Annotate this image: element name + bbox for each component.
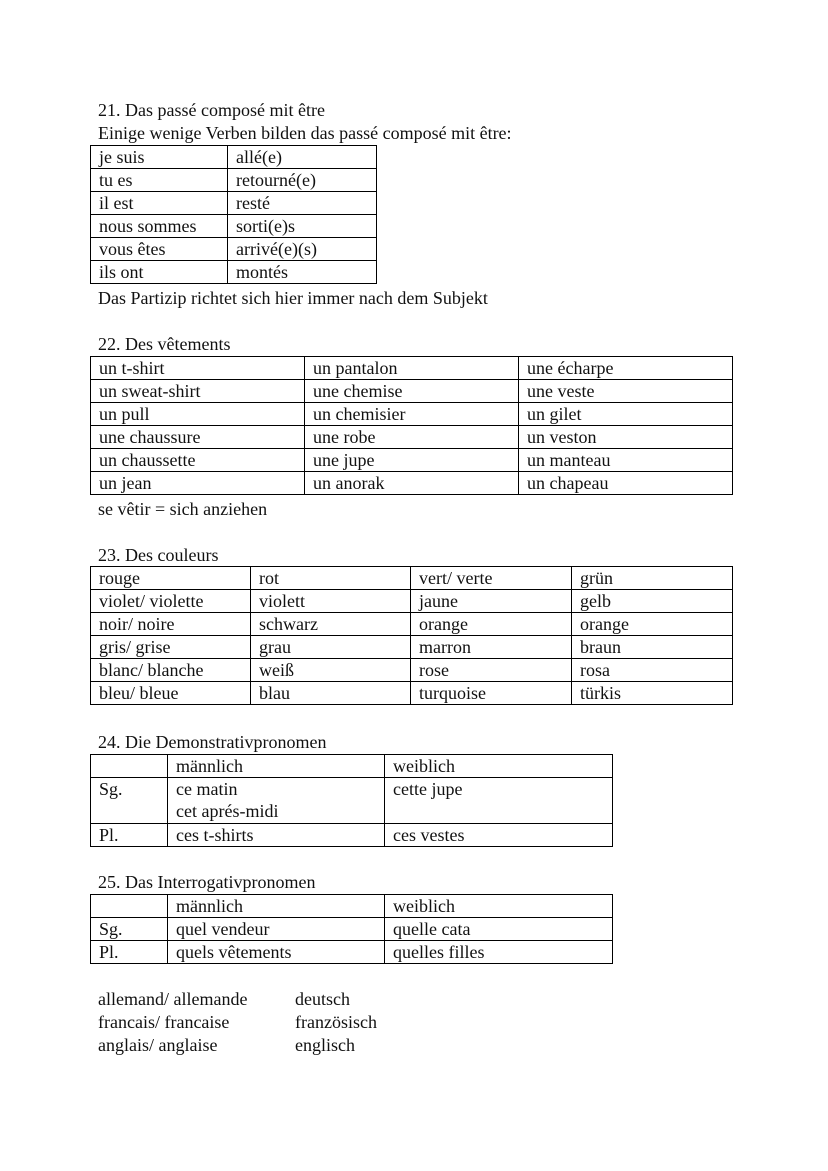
table-cell: retourné(e)	[228, 169, 377, 192]
table-row	[91, 941, 613, 964]
table-cell: vert/ verte	[411, 567, 572, 590]
table-cell: braun	[572, 636, 733, 659]
table-row	[91, 918, 613, 941]
section-22-note: se vêtir = sich anziehen	[98, 499, 268, 519]
section-24-heading: 24. Die Demonstrativpronomen	[98, 732, 327, 752]
table-row	[91, 357, 733, 380]
table-row	[91, 778, 613, 824]
table-row	[91, 590, 733, 613]
table-cell: weiblich	[385, 755, 613, 778]
language-german-form: französisch	[295, 1012, 377, 1032]
cell-line: ce matin	[176, 779, 238, 799]
section-25-heading: 25. Das Interrogativpronomen	[98, 872, 316, 892]
table-cell: türkis	[572, 682, 733, 705]
table-cell: turquoise	[411, 682, 572, 705]
table-row	[91, 146, 377, 169]
table-cell: un veston	[519, 426, 733, 449]
language-german-form: deutsch	[295, 989, 350, 1009]
table-cell: nous sommes	[91, 215, 228, 238]
section-21-heading: 21. Das passé composé mit être	[98, 100, 325, 120]
section-21-note: Das Partizip richtet sich hier immer nach dem Subjekt	[98, 288, 488, 308]
list-item	[98, 988, 377, 1011]
clothing-table	[90, 356, 733, 495]
demonstrative-table	[90, 754, 613, 847]
passe-compose-table	[90, 145, 377, 284]
table-row	[91, 895, 613, 918]
table-cell: gelb	[572, 590, 733, 613]
table-cell: une jupe	[305, 449, 519, 472]
language-french-form: francais/ francaise	[98, 1012, 230, 1032]
cell-line: cet aprés-midi	[176, 801, 279, 821]
table-cell: montés	[228, 261, 377, 284]
table-cell: un jean	[91, 472, 305, 495]
table-cell: bleu/ bleue	[91, 682, 251, 705]
table-cell: tu es	[91, 169, 228, 192]
table-row	[91, 215, 377, 238]
table-cell: rouge	[91, 567, 251, 590]
table-cell: grün	[572, 567, 733, 590]
table-cell: il est	[91, 192, 228, 215]
table-cell: allé(e)	[228, 146, 377, 169]
table-cell: une veste	[519, 380, 733, 403]
table-cell: weiblich	[385, 895, 613, 918]
table-cell: blanc/ blanche	[91, 659, 251, 682]
table-cell: je suis	[91, 146, 228, 169]
table-cell: un pantalon	[305, 357, 519, 380]
table-cell: marron	[411, 636, 572, 659]
table-cell: gris/ grise	[91, 636, 251, 659]
table-cell: schwarz	[251, 613, 411, 636]
table-cell: un anorak	[305, 472, 519, 495]
table-row	[91, 449, 733, 472]
table-cell: sorti(e)s	[228, 215, 377, 238]
table-cell: arrivé(e)(s)	[228, 238, 377, 261]
table-cell	[91, 755, 168, 778]
table-cell: une chemise	[305, 380, 519, 403]
table-row	[91, 403, 733, 426]
table-cell: orange	[572, 613, 733, 636]
table-cell: quelles filles	[385, 941, 613, 964]
table-cell: violett	[251, 590, 411, 613]
table-cell: un chaussette	[91, 449, 305, 472]
table-cell: cette jupe	[385, 778, 613, 824]
table-cell: quelle cata	[385, 918, 613, 941]
table-row	[91, 380, 733, 403]
table-cell: rosa	[572, 659, 733, 682]
table-cell: quel vendeur	[168, 918, 385, 941]
table-cell: ils ont	[91, 261, 228, 284]
table-row	[91, 636, 733, 659]
table-row	[91, 659, 733, 682]
table-cell: ces vestes	[385, 824, 613, 847]
table-cell: un t-shirt	[91, 357, 305, 380]
table-cell: grau	[251, 636, 411, 659]
table-cell: männlich	[168, 895, 385, 918]
table-cell: un pull	[91, 403, 305, 426]
table-cell: un chapeau	[519, 472, 733, 495]
table-cell: resté	[228, 192, 377, 215]
table-row	[91, 472, 733, 495]
table-cell	[168, 778, 385, 824]
colors-table	[90, 566, 733, 705]
table-cell: un gilet	[519, 403, 733, 426]
table-row	[91, 261, 377, 284]
table-cell: quels vêtements	[168, 941, 385, 964]
table-row	[91, 567, 733, 590]
table-cell: orange	[411, 613, 572, 636]
table-row	[91, 426, 733, 449]
list-item	[98, 1034, 377, 1057]
list-item	[98, 1011, 377, 1034]
languages-list	[98, 988, 377, 1057]
table-cell: jaune	[411, 590, 572, 613]
language-german-form: englisch	[295, 1035, 355, 1055]
section-22-heading: 22. Des vêtements	[98, 334, 231, 354]
table-cell: weiß	[251, 659, 411, 682]
table-cell: Pl.	[91, 941, 168, 964]
table-row	[91, 169, 377, 192]
language-french-form: allemand/ allemande	[98, 989, 248, 1009]
section-21-intro: Einige wenige Verben bilden das passé composé mit être:	[98, 123, 512, 143]
table-cell: un sweat-shirt	[91, 380, 305, 403]
interrogative-table	[90, 894, 613, 964]
table-row	[91, 682, 733, 705]
table-cell: noir/ noire	[91, 613, 251, 636]
table-row	[91, 755, 613, 778]
table-cell: une robe	[305, 426, 519, 449]
table-cell: männlich	[168, 755, 385, 778]
table-row	[91, 192, 377, 215]
table-cell: Sg.	[91, 918, 168, 941]
table-cell: vous êtes	[91, 238, 228, 261]
table-cell: violet/ violette	[91, 590, 251, 613]
table-cell	[91, 895, 168, 918]
table-cell: un manteau	[519, 449, 733, 472]
table-cell: une écharpe	[519, 357, 733, 380]
table-cell: Sg.	[91, 778, 168, 824]
section-23-heading: 23. Des couleurs	[98, 545, 219, 565]
table-cell: rose	[411, 659, 572, 682]
table-cell: un chemisier	[305, 403, 519, 426]
language-french-form: anglais/ anglaise	[98, 1035, 218, 1055]
table-cell: ces t-shirts	[168, 824, 385, 847]
table-cell: une chaussure	[91, 426, 305, 449]
table-cell: blau	[251, 682, 411, 705]
table-row	[91, 238, 377, 261]
table-cell: Pl.	[91, 824, 168, 847]
table-cell: rot	[251, 567, 411, 590]
table-row	[91, 824, 613, 847]
table-row	[91, 613, 733, 636]
